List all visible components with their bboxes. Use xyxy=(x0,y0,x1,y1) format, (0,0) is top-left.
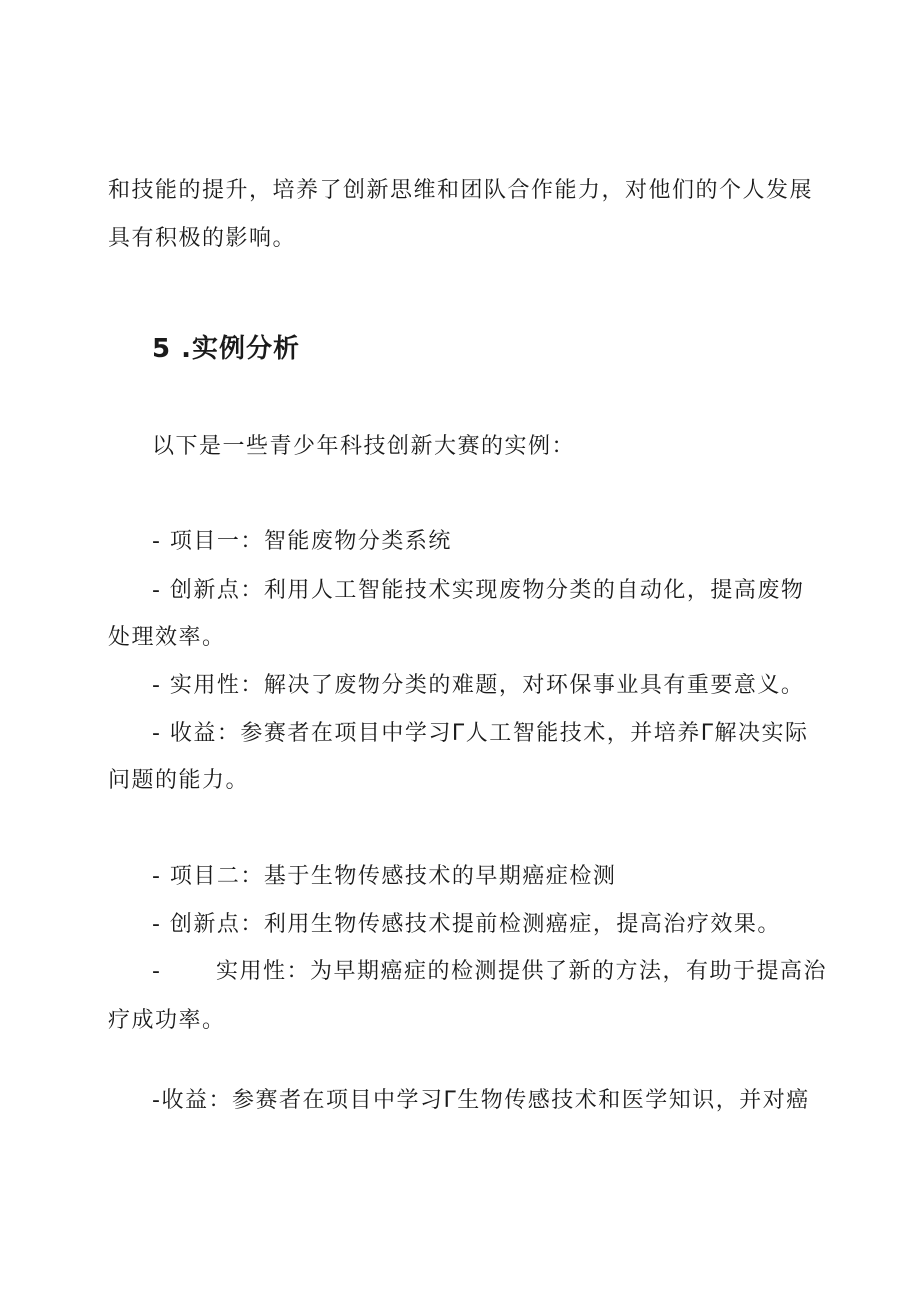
project2-practicality-line-1: 实用性：为早期癌症的检测提供了新的方法，有助于提高治 xyxy=(216,959,828,984)
project1-benefit-line-2: 问题的能力。 xyxy=(108,768,250,793)
section-heading: 5 .实例分析 xyxy=(152,334,301,364)
project2-innovation: - 创新点：利用生物传感技术提前检测癌症，提高治疗效果。 xyxy=(152,912,781,937)
project2-practicality-dash: - xyxy=(152,959,162,984)
intro-paragraph: 以下是一些青少年科技创新大赛的实例： xyxy=(152,434,576,459)
project2-benefit: -收益：参赛者在项目中学习Γ生物传感技术和医学知识，并对癌 xyxy=(152,1088,810,1113)
project1-innovation-line-2: 处理效率。 xyxy=(108,625,226,650)
project1-innovation-line-1: - 创新点：利用人工智能技术实现废物分类的自动化，提高废物 xyxy=(152,578,805,603)
project1-practicality: - 实用性：解决了废物分类的难题，对环保事业具有重要意义。 xyxy=(152,673,805,698)
project2-title: - 项目二：基于生物传感技术的早期癌症检测 xyxy=(152,864,617,889)
project1-title: - 项目一：智能废物分类系统 xyxy=(152,529,452,554)
continued-paragraph-line-2: 具有积极的影响。 xyxy=(108,226,297,251)
continued-paragraph-line-1: 和技能的提升，培养了创新思维和团队合作能力，对他们的个人发展 xyxy=(108,178,814,203)
project2-practicality-line-2: 疗成功率。 xyxy=(108,1008,226,1033)
project1-benefit-line-1: - 收益：参赛者在项目中学习Γ人工智能技术，并培养Γ解决实际 xyxy=(152,721,809,746)
